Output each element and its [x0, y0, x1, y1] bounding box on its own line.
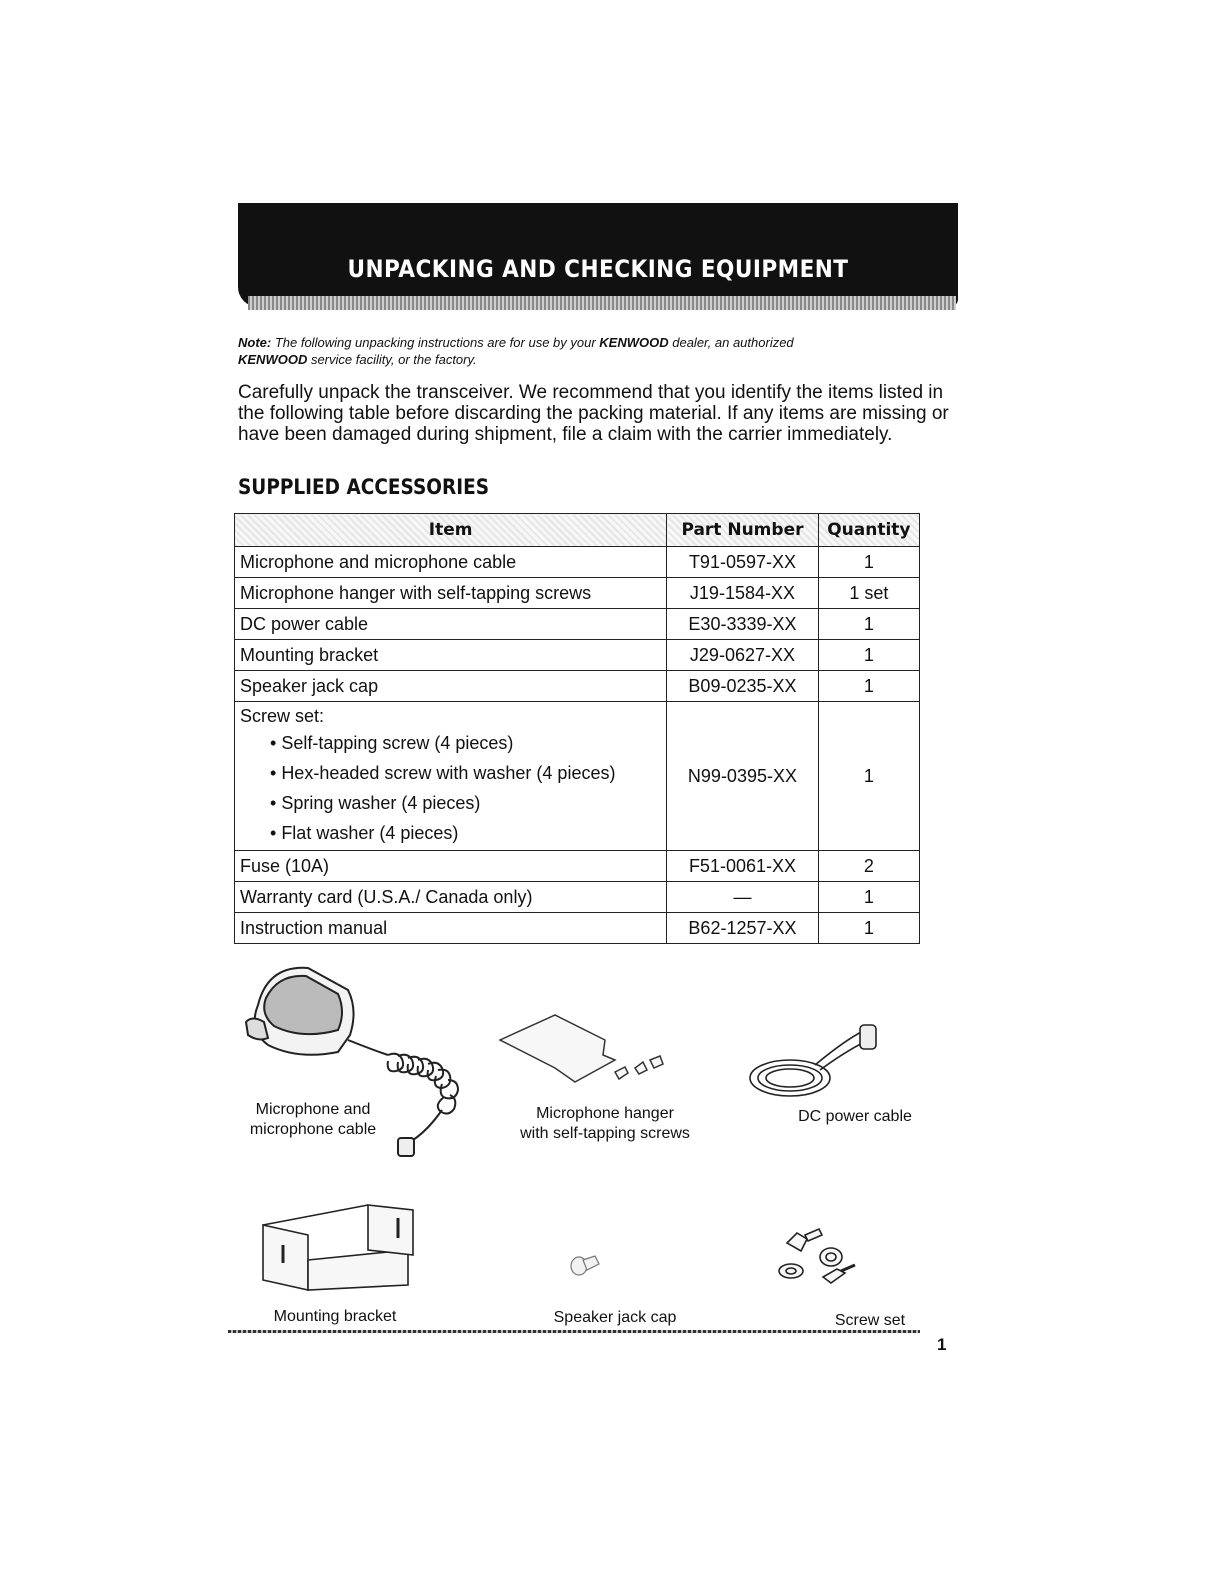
- part-number-cell: B09-0235-XX: [667, 671, 818, 702]
- intro-paragraph: Carefully unpack the transceiver. We recommend that you identify the items listed in the following table before discarding the packing material. If any items are missing or have been damaged during shipment, file a claim with the carrier immediately.: [238, 382, 949, 445]
- quantity-cell: 1: [818, 671, 919, 702]
- bottom-rule: [228, 1330, 920, 1333]
- table-row: [235, 640, 920, 671]
- quantity-cell: 1: [818, 609, 919, 640]
- screw-set-illustration: [775, 1225, 865, 1290]
- caption-mounting-bracket: Mounting bracket: [273, 1308, 397, 1325]
- table-row: [235, 547, 920, 578]
- column-header-item: Item: [235, 514, 667, 547]
- table-row: [235, 609, 920, 640]
- screw-set-subitem: • Self-tapping screw (4 pieces): [240, 728, 661, 758]
- quantity-cell: 1: [818, 882, 919, 913]
- table-header-row: [235, 514, 920, 547]
- quantity-cell: 1: [818, 640, 919, 671]
- caption-microphone: [228, 1100, 398, 1140]
- quantity-cell: 1: [818, 547, 919, 578]
- item-cell: Microphone hanger with self-tapping screws: [235, 578, 667, 609]
- item-cell: Warranty card (U.S.A./ Canada only): [235, 882, 667, 913]
- part-number-cell: B62-1257-XX: [667, 913, 818, 944]
- part-number-cell: J19-1584-XX: [667, 578, 818, 609]
- caption-speaker-jack-cap: Speaker jack cap: [553, 1309, 677, 1326]
- part-number-cell: J29-0627-XX: [667, 640, 818, 671]
- brand-name: KENWOOD: [599, 335, 669, 350]
- item-cell: Microphone and microphone cable: [235, 547, 667, 578]
- item-cell: [235, 702, 667, 851]
- screw-set-subitem: • Spring washer (4 pieces): [240, 788, 661, 818]
- brand-name: KENWOOD: [238, 352, 308, 367]
- table-row: [235, 851, 920, 882]
- quantity-cell: 2: [818, 851, 919, 882]
- item-cell: DC power cable: [235, 609, 667, 640]
- part-number-cell: T91-0597-XX: [667, 547, 818, 578]
- caption-line: with self-tapping screws: [520, 1125, 690, 1142]
- screw-set-label: Screw set:: [240, 706, 325, 726]
- note-part: dealer, an authorized: [668, 335, 794, 350]
- header-banner-edge: [248, 296, 956, 310]
- speaker-jack-cap-illustration: [565, 1250, 605, 1280]
- part-number-cell: N99-0395-XX: [667, 702, 818, 851]
- note-part: service facility, or the factory.: [307, 352, 477, 367]
- part-number-cell: F51-0061-XX: [667, 851, 818, 882]
- section-title: SUPPLIED ACCESSORIES: [238, 475, 490, 499]
- caption-line: Microphone and: [255, 1101, 371, 1118]
- note-label: Note:: [238, 335, 272, 350]
- table-row: [235, 671, 920, 702]
- column-header-part-number: Part Number: [667, 514, 818, 547]
- item-cell: Mounting bracket: [235, 640, 667, 671]
- caption-microphone-hanger: [495, 1104, 715, 1144]
- item-cell: Instruction manual: [235, 913, 667, 944]
- microphone-hanger-illustration: [495, 1010, 670, 1090]
- screw-set-subitem: • Flat washer (4 pieces): [240, 818, 661, 848]
- dc-power-cable-illustration: [745, 1020, 885, 1100]
- column-header-quantity: Quantity: [818, 514, 919, 547]
- item-cell: Speaker jack cap: [235, 671, 667, 702]
- note-text: [238, 334, 938, 368]
- mounting-bracket-illustration: [258, 1200, 423, 1300]
- part-number-cell: —: [667, 882, 818, 913]
- table-row: [235, 913, 920, 944]
- page-title: UNPACKING AND CHECKING EQUIPMENT: [347, 255, 849, 283]
- accessories-table: [234, 513, 920, 944]
- caption-line: microphone cable: [249, 1121, 377, 1138]
- item-cell: Fuse (10A): [235, 851, 667, 882]
- table-row: [235, 578, 920, 609]
- part-number-cell: E30-3339-XX: [667, 609, 818, 640]
- caption-screw-set: Screw set: [834, 1312, 906, 1329]
- note-part: The following unpacking instructions are for use by your: [271, 335, 600, 350]
- quantity-cell: 1: [818, 913, 919, 944]
- table-row: [235, 882, 920, 913]
- caption-line: Microphone hanger: [536, 1105, 674, 1122]
- screw-set-subitem: • Hex-headed screw with washer (4 pieces): [240, 758, 661, 788]
- quantity-cell: 1: [818, 702, 919, 851]
- quantity-cell: 1 set: [818, 578, 919, 609]
- caption-dc-power-cable: DC power cable: [798, 1108, 912, 1125]
- page-number: 1: [937, 1335, 947, 1354]
- table-row-screw-set: [235, 702, 920, 851]
